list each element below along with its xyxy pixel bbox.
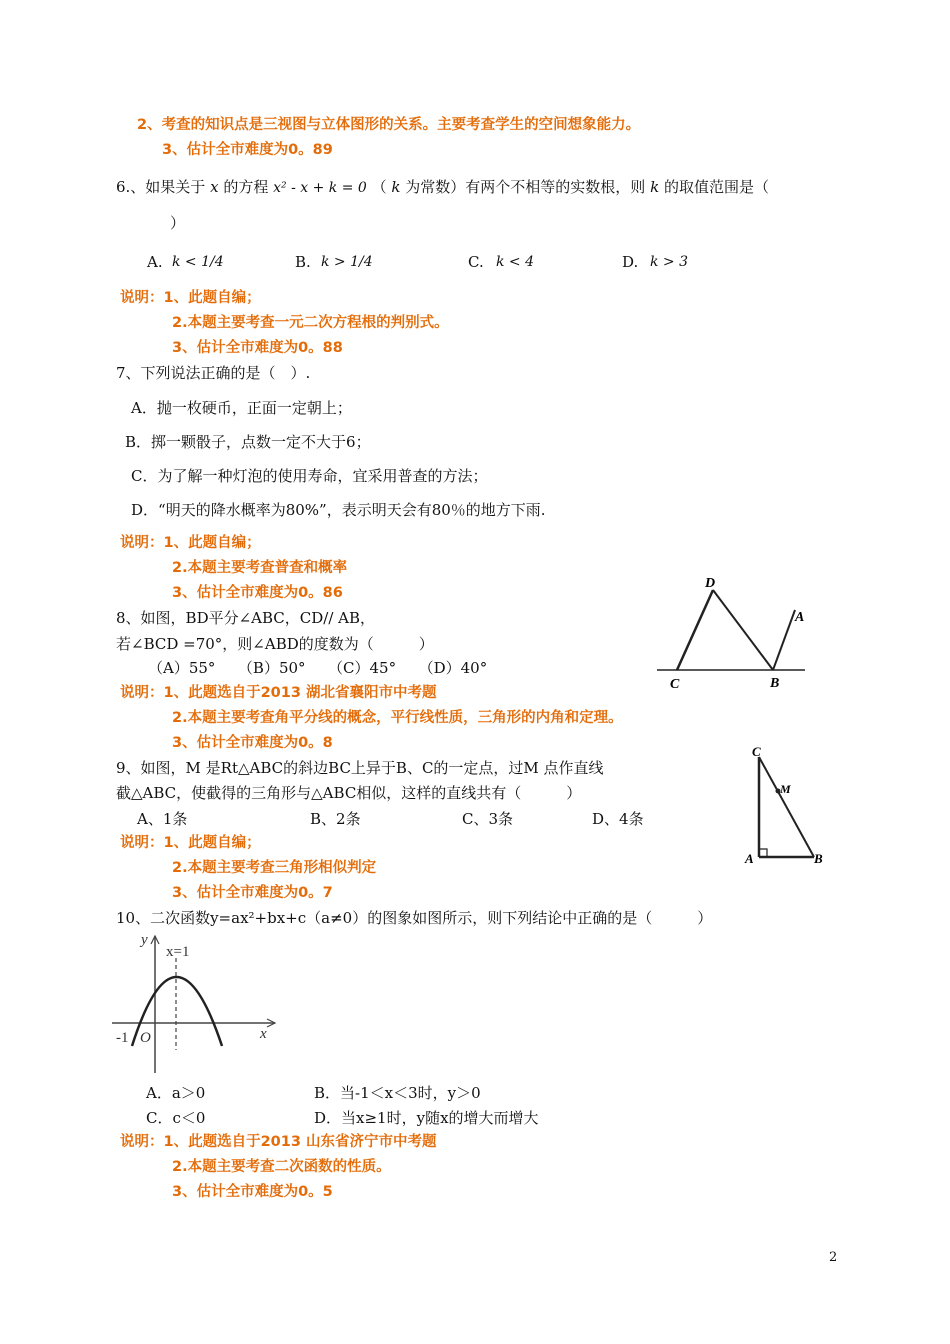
- prev-note-2: 2、考查的知识点是三视图与立体图形的关系。主要考查学生的空间想象能力。: [137, 117, 641, 133]
- q7-option-c: C．为了解一种灯泡的使用寿命，宜采用普查的方法；: [131, 467, 488, 485]
- q10-label-x: x: [260, 1026, 267, 1042]
- q9-option-d: D、4条: [592, 810, 644, 828]
- q7-option-a: A．抛一枚硬币，正面一定朝上；: [131, 399, 352, 417]
- q7-note-1: 说明：1、此题自编；: [120, 535, 261, 551]
- q8-options: （A）55° （B）50° （C）45° （D）40°: [148, 659, 488, 677]
- q6-stem-part: 的取值范围是（: [663, 178, 769, 196]
- q6-stem: [116, 177, 769, 198]
- q9-note-1: 说明：1、此题自编；: [120, 835, 261, 851]
- q9-option-b: B、2条: [310, 810, 361, 828]
- q6-option-b: k > 1/4: [321, 254, 373, 270]
- q10-figure: [110, 928, 290, 1078]
- q8-note-3: 3、估计全市难度为0。8: [172, 735, 333, 751]
- page-number: 2: [829, 1250, 838, 1265]
- q9-note-2: 2.本题主要考查三角形相似判定: [172, 860, 377, 876]
- q6-stem-part: 为常数）有两个不相等的实数根，则: [405, 178, 646, 196]
- q6-note-1: 说明：1、此题自编；: [120, 290, 261, 306]
- q8-label-c: C: [670, 677, 680, 692]
- q8-label-a: A: [795, 610, 805, 625]
- q10-option-a: A．a＞0: [146, 1084, 206, 1102]
- q9-option-a: A、1条: [137, 810, 188, 828]
- q7-stem: 7、下列说法正确的是（ ）.: [116, 364, 311, 382]
- q10-note-1: 说明：1、此题选自于2013 山东省济宁市中考题: [120, 1134, 437, 1150]
- q7-note-2: 2.本题主要考查普查和概率: [172, 560, 348, 576]
- q9-stem-1: 9、如图，M 是Rt△ABC的斜边BC上异于B、C的一定点，过M 点作直线: [116, 759, 604, 777]
- prev-note-3: 3、估计全市难度为0。89: [162, 142, 333, 158]
- q10-label-origin: O: [140, 1030, 151, 1046]
- q8-note-1: [120, 683, 437, 703]
- q9-label-a: A: [745, 851, 754, 866]
- q7-option-b: B．掷一颗骰子，点数一定不大于6；: [125, 433, 371, 451]
- q9-stem-2: 截△ABC，使截得的三角形与△ABC相似，这样的直线共有（ ）: [116, 784, 582, 802]
- q6-var-x: x: [210, 178, 219, 196]
- q9-note-3: 3、估计全市难度为0。7: [172, 885, 333, 901]
- q9-label-m: M: [780, 782, 791, 796]
- q10-option-d: D．当x≥1时，y随x的增大而增大: [314, 1109, 539, 1127]
- q6-option-a: k < 1/4: [172, 254, 224, 270]
- q6-option-d: k > 3: [650, 254, 689, 270]
- q6-option-c: k < 4: [496, 254, 535, 270]
- q9-option-c: C、3条: [462, 810, 514, 828]
- q10-stem: 10、二次函数y=ax²+bx+c（a≠0）的图象如图所示，则下列结论中正确的是（ ）: [116, 909, 713, 927]
- q6-option-b-letter: B.: [295, 253, 311, 271]
- q6-equation: x² - x + k = 0: [273, 180, 367, 196]
- q8-line-cd: [677, 590, 713, 670]
- q8-line-ba: [773, 610, 795, 670]
- q9-label-b: B: [814, 851, 823, 866]
- q10-label-y: y: [141, 932, 148, 948]
- q10-note-2: 2.本题主要考查二次函数的性质。: [172, 1159, 391, 1175]
- q10-option-b: B．当-1＜x＜3时，y＞0: [314, 1084, 481, 1102]
- q8-stem-2: 若∠BCD =70°，则∠ABD的度数为（ ）: [116, 635, 434, 653]
- q9-hypotenuse-cb: [759, 757, 814, 857]
- q6-var-k: k: [391, 178, 401, 196]
- q10-note-3: 3、估计全市难度为0。5: [172, 1184, 333, 1200]
- q6-var-k: k: [650, 178, 660, 196]
- q8-note-2: 2.本题主要考查角平分线的概念，平行线性质，三角形的内角和定理。: [172, 710, 623, 726]
- q8-stem-1: 8、如图，BD平分∠ABC，CD// AB，: [116, 609, 376, 627]
- q7-option-d: D．“明天的降水概率为80%”，表示明天会有80％的地方下雨.: [131, 501, 546, 519]
- q9-label-c: C: [752, 744, 761, 759]
- q9-figure: [742, 745, 832, 870]
- q10-label-neg1: -1: [116, 1030, 129, 1046]
- q8-note-1-text: 说明：1、此题选自于2013 湖北省襄阳市中考题: [120, 685, 437, 701]
- q10-option-c: C．c＜0: [146, 1109, 206, 1127]
- q6-stem-close: ）: [170, 214, 186, 232]
- q6-option-c-letter: C.: [468, 253, 484, 271]
- q6-note-3: 3、估计全市难度为0。88: [172, 340, 343, 356]
- q6-note-2: 2.本题主要考查一元二次方程根的判别式。: [172, 315, 449, 331]
- q6-option-a-letter: A.: [147, 253, 163, 271]
- q6-stem-part: 的方程: [223, 178, 269, 196]
- q8-figure: [655, 575, 825, 690]
- q10-label-axis: x=1: [166, 944, 190, 960]
- q6-stem-part: 6.、如果关于: [116, 178, 206, 196]
- q6-stem-part: （: [371, 178, 387, 196]
- q6-option-d-letter: D.: [622, 253, 639, 271]
- q8-line-db: [713, 590, 773, 670]
- q8-label-d: D: [705, 576, 716, 591]
- q8-label-b: B: [770, 676, 780, 691]
- q7-note-3: 3、估计全市难度为0。86: [172, 585, 343, 601]
